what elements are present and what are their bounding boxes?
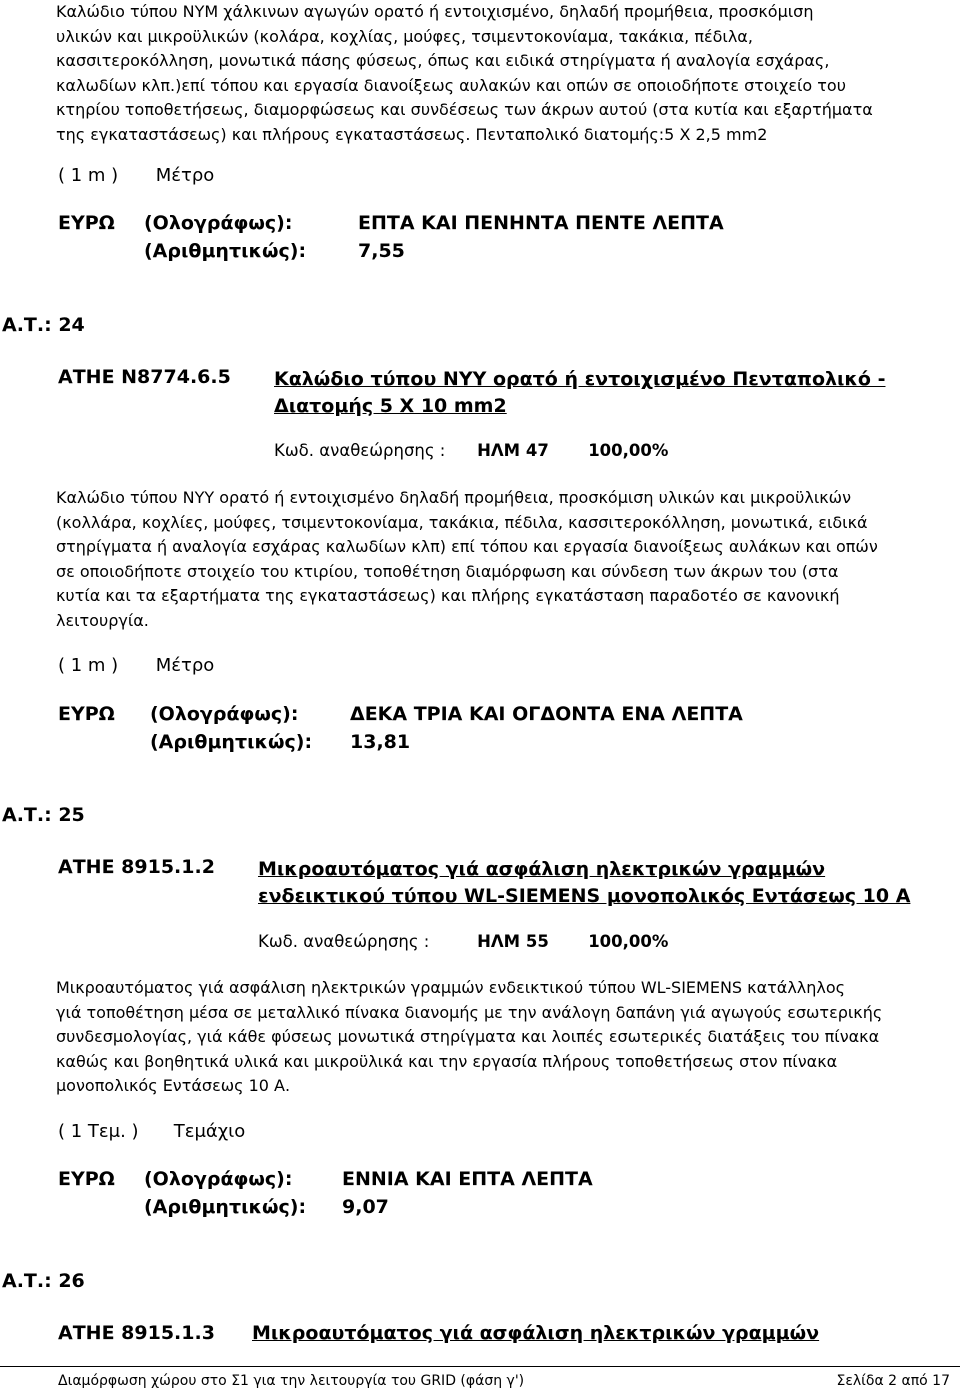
article-title	[258, 856, 910, 910]
article-code: ΑΤΗΕ Ν8774.6.5	[58, 366, 231, 388]
article-code: ΑΤΗΕ 8915.1.2	[58, 856, 215, 878]
unit-quantity: ( 1 m )	[58, 165, 119, 186]
price-numeric: 9,07	[342, 1196, 389, 1218]
item-description	[56, 976, 949, 1099]
footer-page-number: Σελίδα 2 από 17	[836, 1373, 950, 1389]
price-words: ΔΕΚΑ ΤΡΙΑ ΚΑΙ ΟΓΔΟΝΤΑ ΕΝΑ ΛΕΠΤΑ	[350, 703, 743, 725]
title-line: ενδεικτικού τύπου WL-SIEMENS μονοπολικός Εντάσεως 10 Α	[258, 885, 911, 907]
article-number: Α.Τ.: 24	[2, 314, 85, 336]
price-numeric: 7,55	[358, 240, 405, 262]
revision-code: ΗΛΜ 47	[477, 441, 549, 460]
title-line: Διατομής 5 Χ 10 mm2	[274, 395, 507, 417]
title-line: Μικροαυτόματος γιά ασφάλιση ηλεκτρικών γραμμών	[258, 858, 826, 880]
text-line: στηρίγματα ή αναλογία εσχάρας καλωδίων κλπ) επί τόπου και εργασία διανοίξεως αυλάκων και οπών	[56, 537, 878, 556]
words-label: (Ολογράφως):	[144, 212, 293, 234]
page-footer	[0, 1366, 960, 1396]
price-words: ΕΠΤΑ ΚΑΙ ΠΕΝΗΝΤΑ ΠΕΝΤΕ ΛΕΠΤΑ	[358, 212, 724, 234]
unit-quantity: ( 1 m )	[58, 655, 119, 676]
unit-row	[58, 655, 214, 676]
unit-row	[58, 165, 214, 186]
revision-percent: 100,00%	[588, 932, 669, 951]
text-line: κασσιτεροκόλληση, μονωτικά πάσης φύσεως, όπως και ειδικά στηρίγματα ή αναλογία εσχάρας,	[56, 51, 830, 70]
title-line: Καλώδιο τύπου ΝΥΥ ορατό ή εντοιχισμένο Πενταπολικό -	[274, 368, 886, 390]
text-line: μονοπολικός Εντάσεως 10 Α.	[56, 1076, 291, 1095]
price-words-row	[58, 703, 743, 725]
unit-name: Τεμάχιο	[173, 1121, 246, 1142]
footer-project-title: Διαμόρφωση χώρου στο Σ1 για την λειτουργία του GRID (φάση γ')	[58, 1373, 525, 1389]
words-label: (Ολογράφως):	[144, 1168, 293, 1190]
words-label: (Ολογράφως):	[150, 703, 299, 725]
item-description	[56, 486, 949, 633]
price-numeric-row	[144, 1196, 389, 1218]
price-words-row	[58, 212, 724, 234]
price-words-row	[58, 1168, 593, 1190]
revision-label: Κωδ. αναθεώρησης :	[274, 441, 446, 460]
revision-code: ΗΛΜ 55	[477, 932, 549, 951]
article-number: Α.Τ.: 25	[2, 804, 85, 826]
price-numeric-row	[144, 240, 405, 262]
text-line: λειτουργία.	[56, 610, 149, 630]
revision-row	[274, 441, 668, 460]
numeric-label: (Αριθμητικώς):	[144, 1196, 307, 1218]
unit-name: Μέτρο	[155, 655, 215, 676]
revision-label: Κωδ. αναθεώρησης :	[258, 932, 430, 951]
text-line: σε οποιοδήποτε στοιχείο του κτιρίου, τοποθέτηση διαμόρφωση και σύνδεση των άκρων του (στα	[56, 561, 839, 581]
text-line: Καλώδιο τύπου ΝΥΜ χάλκινων αγωγών ορατό ή εντοιχισμένο, δηλαδή προμήθεια, προσκόμιση	[56, 2, 814, 21]
price-words: ΕΝΝΙΑ ΚΑΙ ΕΠΤΑ ΛΕΠΤΑ	[342, 1168, 593, 1190]
price-numeric-row	[150, 731, 410, 753]
revision-row	[258, 932, 668, 951]
article-code: ΑΤΗΕ 8915.1.3	[58, 1322, 215, 1344]
text-line: συνδεσμολογίας, γιά κάθε φύσεως μονωτικά στηρίγματα και λοιπές εσωτερικές διατάξεις του πίνακα	[56, 1027, 880, 1046]
text-line: γιά τοποθέτηση μέσα σε μεταλλικό πίνακα διανομής με την ανάλογη δαπάνη γιά αγωγούς εσωτερικής	[56, 1002, 883, 1022]
unit-quantity: ( 1 Τεμ. )	[58, 1121, 139, 1142]
text-line: καθώς και βοηθητικά υλικά και μικροϋλικά και την εργασία πλήρους τοποθετήσεως στον πίνακα	[56, 1051, 838, 1071]
intro-paragraph	[56, 0, 949, 147]
unit-name: Μέτρο	[155, 165, 215, 186]
text-line: της εγκαταστάσεως) και πλήρους εγκαταστάσεως. Πενταπολικό διατομής:5 Χ 2,5 mm2	[56, 124, 768, 144]
text-line: κυτία και τα εξαρτήματα της εγκαταστάσεως) και πλήρης εγκατάσταση παραδοτέο σε κανονική	[56, 586, 840, 605]
currency-label: ΕΥΡΩ	[58, 703, 115, 725]
text-line: Μικροαυτόματος γιά ασφάλιση ηλεκτρικών γραμμών ενδεικτικού τύπου WL-SIEMENS κατάλληλος	[56, 978, 846, 997]
text-line: υλικών και μικροϋλικών (κολάρα, κοχλίας, μούφες, τσιμεντοκονίαμα, τακάκια, πέδιλα,	[56, 26, 753, 46]
currency-label: ΕΥΡΩ	[58, 212, 115, 234]
text-line: (κολλάρα, κοχλίες, μούφες, τσιμεντοκονίαμα, τακάκια, πέδιλα, κασσιτεροκόλληση, μονωτικά, ειδικά	[56, 512, 868, 532]
article-number: Α.Τ.: 26	[2, 1270, 85, 1292]
price-numeric: 13,81	[350, 731, 411, 753]
text-line: Καλώδιο τύπου ΝΥΥ ορατό ή εντοιχισμένο δηλαδή προμήθεια, προσκόμιση υλικών και μικροϋλικών	[56, 488, 851, 507]
text-line: καλωδίων κλπ.)επί τόπου και εργασία διανοίξεως αυλακών και οπών σε οποιοδήποτε στοιχείο του	[56, 75, 846, 95]
numeric-label: (Αριθμητικώς):	[150, 731, 313, 753]
numeric-label: (Αριθμητικώς):	[144, 240, 307, 262]
article-title: Μικροαυτόματος γιά ασφάλιση ηλεκτρικών γραμμών	[252, 1322, 820, 1344]
text-line: κτηρίου τοποθετήσεως, διαμορφώσεως και συνδέσεως των άκρων αυτού (στα κυτία και εξαρτήματα	[56, 100, 873, 119]
unit-row	[58, 1121, 245, 1142]
currency-label: ΕΥΡΩ	[58, 1168, 115, 1190]
article-title	[274, 366, 885, 420]
revision-percent: 100,00%	[588, 441, 669, 460]
